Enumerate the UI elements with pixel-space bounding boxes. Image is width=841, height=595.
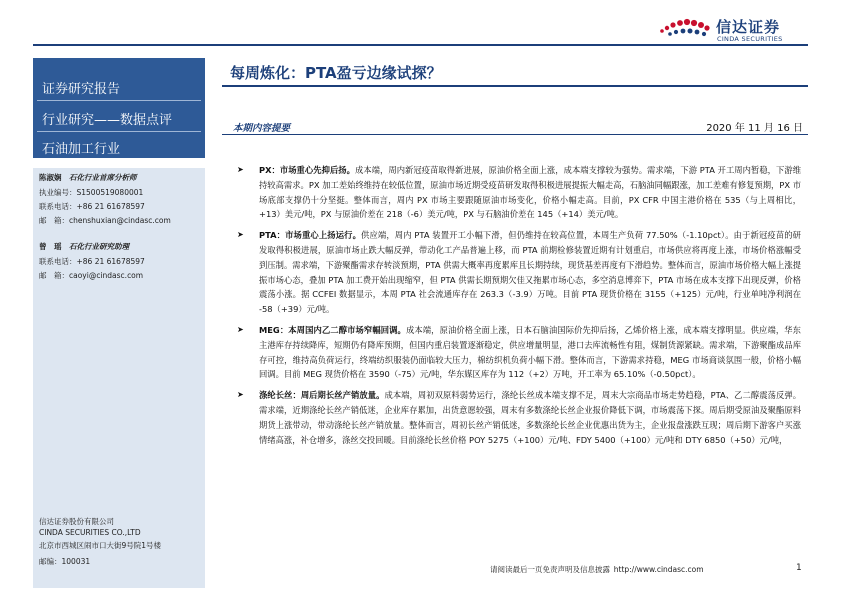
analyst-cert: S1500519080001 bbox=[76, 188, 144, 197]
analyst-name: 陈淑娴 bbox=[39, 173, 62, 182]
paragraph-lead: PTA：市场重心上扬运行。 bbox=[259, 230, 362, 241]
company-address: 北京市西城区闹市口大街9号院1号楼 bbox=[39, 541, 162, 550]
page-title: 每周炼化：PTA盈亏边缘试探？ bbox=[230, 64, 442, 82]
brand-logo bbox=[656, 14, 806, 44]
analyst-tel: +86 21 61678597 bbox=[76, 257, 145, 266]
bullet-arrow-icon: ➤ bbox=[237, 324, 244, 334]
analyst-panel bbox=[33, 168, 205, 588]
bullet-arrow-icon: ➤ bbox=[237, 165, 244, 174]
paragraph-lead: PX：市场重心先抑后扬。 bbox=[259, 165, 355, 175]
analyst-email[interactable]: caoyi@cindasc.com bbox=[69, 271, 144, 280]
sidebar bbox=[33, 58, 205, 581]
paragraph-lead: MEG：本周国内乙二醇市场窄幅回调。 bbox=[259, 324, 406, 335]
brand-name: 信达证券 bbox=[716, 18, 781, 36]
analyst-name-line bbox=[39, 172, 137, 183]
footer-url[interactable]: http://www.cindasc.com bbox=[613, 565, 704, 574]
brand-name-en: CINDA SECURITIES bbox=[717, 35, 783, 43]
report-type: 证券研究报告 bbox=[42, 82, 121, 97]
summary-paragraph bbox=[233, 163, 801, 222]
footer bbox=[490, 564, 704, 575]
analyst-tel: +86 21 61678597 bbox=[76, 202, 145, 211]
company-postcode: 邮编：100031 bbox=[39, 557, 91, 566]
analyst-name-line bbox=[39, 241, 129, 252]
paragraph-text: 成本端，周初双原料弱势运行，涤纶长丝成本端支撑不足，周末大宗商品市场走势趋稳，PTA、乙二醇震荡反弹。需求端，近期涤纶长丝产销低迷，企业库存累加，出货意愿较强，周末有多数涤纶长丝企业报价降低下调，市场震荡下探。周后期受原油及聚酯原料期货上涨带动，带动涤纶长丝产销放量。整体而言，周初长丝产销低迷，多数涤纶长丝企业优惠出货为主，企业报盘涨跌互现；周后期下游客户买涨情绪高涨，补仓增多，涤丝交投回暖。目前涤纶长丝价格 POY 5275（+100）元/吨、FDY 5400（+100）元/吨和 DTY 6850（+50）元/吨， bbox=[259, 390, 801, 445]
title-rule bbox=[222, 85, 808, 87]
summary-paragraph bbox=[233, 228, 801, 317]
section-rule bbox=[222, 134, 808, 135]
bullet-arrow-icon: ➤ bbox=[237, 230, 244, 240]
analyst-tel-line bbox=[39, 256, 145, 267]
section-heading: 本期内容提要 bbox=[233, 123, 291, 134]
paragraph-text: 供应端，周内 PTA 装置开工小幅下滑，但仍维持在较高位置，本周生产负荷 77.50%（-1.10pct）。由于新冠疫苗的研发取得积极进展，原油市场止跌大幅反弹，带动化工产品普遍上移，而 PTA 前期检修装置近期有计划重启，市场供应将再度上涨，市场价格涨幅受到压制。需求端，下游聚酯需求存转淡预期，PTA 供需大概率再度累库且长期持续，现货基差再度有下滑趋势。整体而言，原油市场价格大幅上涨提振市场心态，叠加 PTA 加工费开始出现缩窄，但 PTA 供需长期预期欠佳又拖累市场心态，多空消息博弈下，PTA 市场在成本支撑下出现反弹，价格震荡小涨。据 CCFEI 数据显示，本周 PTA 社会流通库存在 263.3（-3.9）万吨。目前 PTA 现货价格在 3155（+125）元/吨，行业单吨净利润在 -58（+39）元/吨。 bbox=[259, 230, 801, 315]
summary-paragraph bbox=[233, 388, 801, 447]
paragraph-lead: 涤纶长丝：周后期长丝产销放量。 bbox=[259, 390, 385, 401]
page-number: 1 bbox=[796, 563, 802, 573]
industry-name: 石油加工行业 bbox=[42, 142, 121, 157]
report-date: 2020 年 11 月 16 日 bbox=[706, 123, 803, 134]
summary-paragraph bbox=[233, 323, 801, 382]
analyst-cert-line bbox=[39, 187, 143, 198]
email-label: 邮 箱： bbox=[39, 271, 69, 280]
brand-logo-icon bbox=[656, 16, 712, 38]
tel-label: 联系电话： bbox=[39, 257, 77, 266]
cert-label: 执业编号： bbox=[39, 188, 77, 197]
analyst-email-line bbox=[39, 270, 143, 281]
company-name: 信达证券股份有限公司 bbox=[39, 517, 114, 526]
tel-label: 联系电话： bbox=[39, 202, 77, 211]
report-category: 行业研究——数据点评 bbox=[42, 113, 173, 128]
paragraph-text: 成本端，原油价格全面上涨，日本石脑油国际价先抑后扬，乙烯价格上涨，成本端支撑明显。供应端，华东主港库存持续降库，短期仍有降库预期，但国内重启装置逐渐稳定，供应增量明显，港口去库流畅性有阻，煤制货源紧缺。需求端，下游聚酯成品库存可控，维持高负荷运行，终端纺织服装仍面临较大压力，棉纺织机负荷小幅下滑。整体而言，下游需求持稳，MEG 市场商谈氛围一般，价格小幅回调。目前 MEG 现货价格在 3590（-75）元/吨，华东媒区库存为 112（+2）万吨，开工率为 65.10%（-0.50pct）。 bbox=[259, 324, 801, 380]
company-name-en: CINDA SECURITIES CO.,LTD bbox=[39, 528, 141, 537]
analyst-name: 曾 瑶 bbox=[39, 242, 62, 251]
paragraph-text: 成本端，周内新冠疫苗取得新进展，原油价格全面上涨，成本端支撑较为强势。需求端，下游 PTA 开工周内暂稳，下游维持较高需求。PX 加工差始终维持在较低位置，原油市场近期受疫苗研发取得积极进展提振大幅走高，石脑油同幅跟涨，加工差难有修复预期，PX 市场底部支撑仍十分坚挺。整体而言，周内 PX 市场主要跟随原油市场变化，价格小幅走高。目前，PX CFR 中国主港价格在 535（与上周相比，+13）美元/吨，PX 与原油价差在 218（-6）美元/吨，PX 与石脑油价差在 145（+14）美元/吨。 bbox=[259, 165, 801, 220]
analyst-tel-line bbox=[39, 201, 145, 212]
sidebar-divider bbox=[37, 100, 201, 101]
header-rule bbox=[33, 44, 808, 46]
sidebar-divider bbox=[37, 131, 201, 132]
bullet-arrow-icon: ➤ bbox=[237, 390, 244, 400]
summary-body bbox=[233, 163, 801, 453]
analyst-email[interactable]: chenshuxian@cindasc.com bbox=[69, 216, 171, 225]
analyst-title: 石化行业首席分析师 bbox=[69, 173, 137, 182]
analyst-email-line bbox=[39, 215, 171, 226]
email-label: 邮 箱： bbox=[39, 216, 69, 225]
analyst-title: 石化行业研究助理 bbox=[69, 242, 129, 251]
footer-disclaimer: 请阅读最后一页免责声明及信息披露 bbox=[490, 565, 610, 574]
